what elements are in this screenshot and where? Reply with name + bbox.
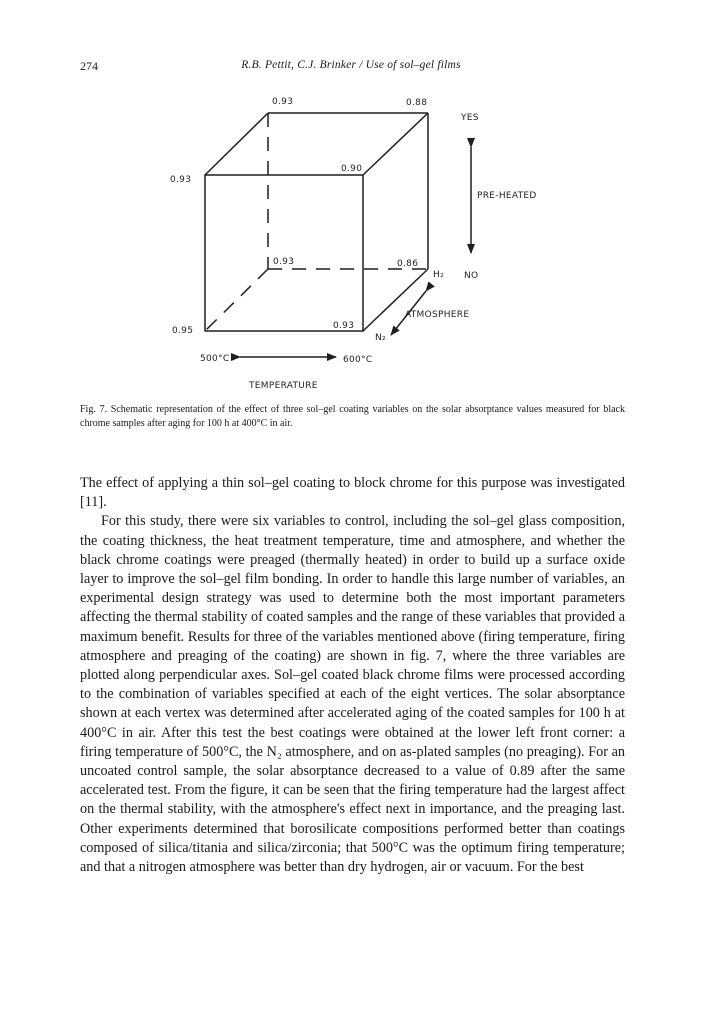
atmosphere-axis-label: ATMOSPHERE bbox=[405, 310, 470, 320]
vertex-value-front-top-left: 0.93 bbox=[170, 175, 192, 185]
figure-7 bbox=[0, 85, 702, 397]
page-number: 274 bbox=[80, 59, 98, 73]
vertex-value-back-top-right: 0.88 bbox=[406, 98, 428, 108]
vertex-value-back-top-left: 0.93 bbox=[272, 97, 294, 107]
paragraph-2: For this study, there were six variables to control, including the sol–gel glass composition, the coating thickness, the heat treatment temperature, time and atmosphere, and whether the black chrome coatings were preaged (thermally heated) in order to build up a surface oxide layer to improve the sol–gel film bonding. In order to handle this large number of variables, an experimental design strategy was used to determine both the most important parameters affecting the thermal stability of coated samples and the range of these variables that provided a maximum benefit. Results for three of the variables mentioned above (firing temperature, firing atmosphere and preaging of the coating) are shown in fig. 7, where the three variables are plotted along perpendicular axes. Sol–gel coated black chrome films were processed according to the combination of variables specified at each of the eight vertices. The solar absorptance shown at each vertex was determined after accelerated aging of the coated samples for 100 h at 400°C in air. After this test the best coatings were obtained at the lower left front corner: a firing temperature of 500°C, the N₂ atmosphere, and on as-plated samples (no preaging). For an uncoated control sample, the solar absorptance decreased to a value of 0.89 after the same accelerated test. From the figure, it can be seen that the firing temperature had the largest affect on the thermal stability, with the atmosphere's effect next in importance, and the preaging last. Other experiments determined that borosilicate compositions performed better than coatings composed of silica/titania and silica/zirconia; that 500°C was the optimum firing temperature; and that a nitrogen atmosphere was better than dry hydrogen, air or vacuum. For the best bbox=[80, 513, 625, 876]
preheat-axis-label: PRE-HEATED bbox=[477, 191, 537, 201]
cube-diagram bbox=[0, 85, 702, 397]
temperature-axis-label: TEMPERATURE bbox=[249, 381, 318, 391]
preheat-yes-label: YES bbox=[461, 113, 479, 123]
figure-caption: Fig. 7. Schematic representation of the effect of three sol–gel coating variables on the solar absorptance values measured for black chrome samples after aging for 100 h at 400°C in air. bbox=[80, 404, 625, 429]
atmosphere-h2-label: H₂ bbox=[433, 270, 444, 280]
vertex-value-front-bottom-right: 0.93 bbox=[333, 321, 355, 331]
vertex-value-back-bottom-right: 0.86 bbox=[397, 259, 419, 269]
vertex-value-front-top-right: 0.90 bbox=[341, 164, 363, 174]
cube-edge-top-right-depth bbox=[363, 113, 428, 175]
preheat-no-label: NO bbox=[464, 271, 479, 281]
vertex-value-front-bottom-left: 0.95 bbox=[172, 326, 194, 336]
atmosphere-n2-label: N₂ bbox=[375, 333, 386, 343]
temperature-high-label: 600°C bbox=[343, 355, 373, 365]
cube-edge-bottom-left-depth bbox=[205, 269, 268, 331]
paragraph-1: The effect of applying a thin sol–gel coating to block chrome for this purpose was investigated [11]. bbox=[80, 475, 625, 511]
running-head: R.B. Pettit, C.J. Brinker / Use of sol–gel films bbox=[241, 59, 461, 71]
cube-edge-top-left-depth bbox=[205, 113, 268, 175]
vertex-value-back-bottom-left: 0.93 bbox=[273, 257, 295, 267]
temperature-low-label: 500°C bbox=[200, 354, 230, 364]
body-text bbox=[80, 474, 625, 877]
